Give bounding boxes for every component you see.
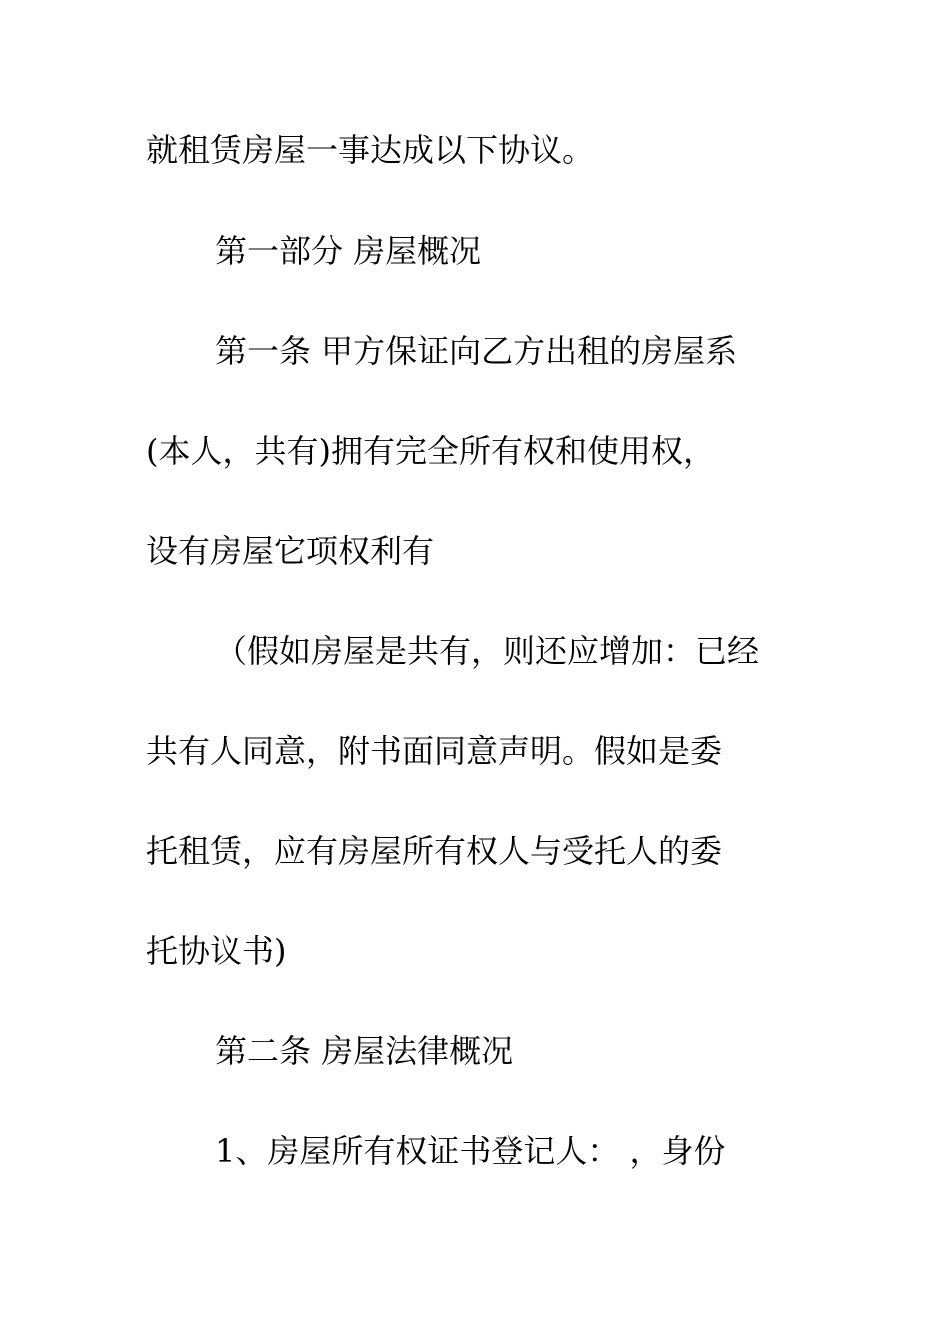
paragraph-line: 就租赁房屋一事达成以下协议。: [146, 131, 595, 169]
paragraph-line: 设有房屋它项权利有: [146, 532, 435, 570]
paragraph-line: 托协议书): [146, 932, 287, 970]
paragraph-line: 1、房屋所有权证书登记人： ，身份: [215, 1132, 726, 1170]
paragraph-line: (本人，共有)拥有完全所有权和使用权，: [146, 432, 715, 470]
section-heading: 第一部分 房屋概况: [215, 232, 482, 270]
paragraph-line: （假如房屋是共有，则还应增加：已经: [215, 632, 760, 670]
article-line: 第一条 甲方保证向乙方出租的房屋系: [215, 332, 738, 370]
article-line: 第二条 房屋法律概况: [215, 1032, 514, 1070]
paragraph-line: 共有人同意，附书面同意声明。假如是委: [146, 732, 723, 770]
paragraph-line: 托租赁，应有房屋所有权人与受托人的委: [146, 832, 723, 870]
